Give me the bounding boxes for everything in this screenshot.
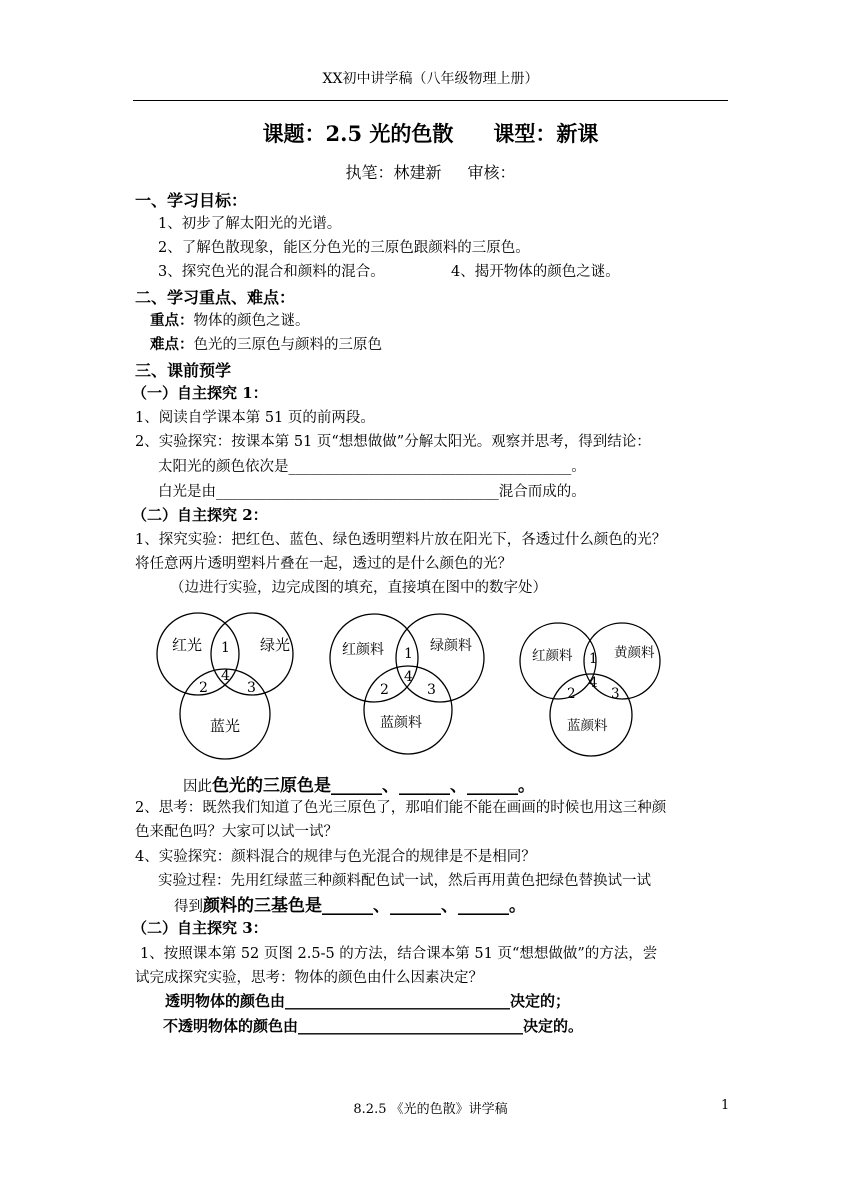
- venn2-label-red: 红颜料: [342, 642, 384, 658]
- venn2-label-blue: 蓝颜料: [380, 715, 422, 731]
- opaque-object-line: 不透明物体的颜色由______________________________决定的。: [163, 1017, 584, 1035]
- page-number: 1: [721, 1098, 730, 1113]
- goal-item-3: 3、探究色光的混合和颜料的混合。: [158, 264, 385, 280]
- venn-diagram-light: [140, 608, 320, 764]
- venn2-num-3: 3: [427, 682, 436, 698]
- key-label: 重点：: [150, 312, 194, 329]
- section2-heading: 二、学习重点、难点：: [135, 288, 296, 307]
- venn3-num-1: 1: [589, 651, 598, 667]
- inquiry1-line1: 1、阅读自学课本第 51 页的前两段。: [135, 410, 375, 426]
- inquiry2-line6: 4、实验探究：颜料混合的规律与色光混合的规律是不是相同？: [135, 849, 536, 865]
- venn3-num-2: 2: [567, 686, 576, 702]
- pigment-primaries-conclusion: [174, 891, 526, 916]
- venn1-label-blue: 蓝光: [210, 717, 241, 735]
- key-text: 物体的颜色之谜。: [193, 313, 310, 329]
- light-primaries-conclusion: [183, 771, 535, 796]
- venn2-num-4: 4: [404, 669, 413, 685]
- writer: 执笔：林建新: [345, 163, 442, 182]
- inquiry3-line2: 试完成探究实验，思考：物体的颜色由什么因素决定？: [135, 970, 483, 986]
- inquiry2-line4: 2、思考：既然我们知道了色光三原色了，那咱们能不能在画画的时候也用这三种颜: [135, 800, 667, 816]
- venn1-num-1: 1: [221, 640, 230, 656]
- pigment-bold: 颜料的三基色是______、______、______。: [203, 896, 526, 916]
- transparent-object-line: 透明物体的颜色由______________________________决定的；: [165, 992, 571, 1010]
- venn2-num-2: 2: [380, 682, 389, 698]
- key-point: [150, 309, 310, 330]
- page-footer: 8.2.5 《光的色散》讲学稿: [353, 1102, 508, 1117]
- venn2-num-1: 1: [404, 646, 413, 662]
- inquiry1-heading: （一）自主探究 1：: [132, 384, 268, 402]
- venn2-label-green: 绿颜料: [430, 638, 472, 654]
- venn3-label-yellow: 黄颜料: [614, 645, 655, 661]
- inquiry2-line1: 1、探究实验：把红色、蓝色、绿色透明塑料片放在阳光下，各透过什么颜色的光？: [135, 532, 667, 548]
- venn-diagram-pigment-rgb: [322, 610, 502, 766]
- section1-heading: 一、学习目标：: [135, 191, 248, 210]
- venn-diagram-pigment-ryb: [512, 620, 692, 766]
- inquiry3-heading: （二）自主探究 3：: [132, 919, 268, 937]
- pigment-prefix: 得到: [174, 899, 203, 915]
- difficult-point: [150, 333, 382, 354]
- venn1-num-4: 4: [221, 668, 230, 684]
- author-line: [0, 160, 861, 183]
- inquiry1-line3: 太阳光的颜色依次是_______________________________________。: [158, 459, 586, 475]
- inquiry2-line3: （边进行实验，边完成图的填充，直接填在图中的数字处）: [170, 580, 547, 596]
- venn1-label-red: 红光: [172, 636, 203, 654]
- goal-item-4: 4、揭开物体的颜色之谜。: [451, 264, 620, 280]
- venn1-num-2: 2: [199, 680, 208, 696]
- inquiry1-line2: 2、实验探究：按课本第 51 页“想想做做”分解太阳光。观察并思考，得到结论：: [135, 434, 651, 450]
- conclusion-bold: 色光的三原色是______、______、______。: [212, 776, 535, 796]
- reviewer: 审核：: [467, 163, 516, 182]
- inquiry2-line2: 将任意两片透明塑料片叠在一起，透过的是什么颜色的光？: [135, 556, 512, 572]
- difficult-label: 难点：: [150, 336, 194, 353]
- venn3-label-blue: 蓝颜料: [567, 718, 608, 734]
- venn3-num-3: 3: [611, 686, 620, 702]
- inquiry3-line1: 1、按照课本第 52 页图 2.5-5 的方法，结合课本第 51 页“想想做做”的方法，尝: [140, 946, 658, 962]
- inquiry1-line4: 白光是由_______________________________________混合而成的。: [158, 484, 586, 500]
- inquiry2-heading: （二）自主探究 2：: [132, 506, 268, 524]
- goal-item-1: 1、初步了解太阳光的光谱。: [158, 216, 342, 232]
- venn1-num-3: 3: [247, 680, 256, 696]
- venn1-label-green: 绿光: [260, 636, 291, 654]
- lesson-topic: 课题：2.5 光的色散: [262, 121, 454, 146]
- venn3-num-4: 4: [589, 675, 598, 691]
- lesson-type: 课型：新课: [493, 121, 599, 146]
- section3-heading: 三、课前预学: [135, 361, 232, 380]
- lesson-title: [0, 118, 861, 148]
- venn3-label-red: 红颜料: [532, 648, 573, 664]
- page-header: XX初中讲学稿（八年级物理上册）: [322, 71, 539, 87]
- inquiry2-line5: 色来配色吗？大家可以试一试？: [135, 824, 338, 840]
- goal-item-2: 2、了解色散现象，能区分色光的三原色跟颜料的三原色。: [158, 240, 530, 256]
- header-rule: [133, 100, 728, 101]
- conclusion-prefix: 因此: [183, 779, 212, 795]
- difficult-text: 色光的三原色与颜料的三原色: [193, 337, 382, 353]
- inquiry2-line7: 实验过程：先用红绿蓝三种颜料配色试一试，然后再用黄色把绿色替换试一试: [158, 873, 651, 889]
